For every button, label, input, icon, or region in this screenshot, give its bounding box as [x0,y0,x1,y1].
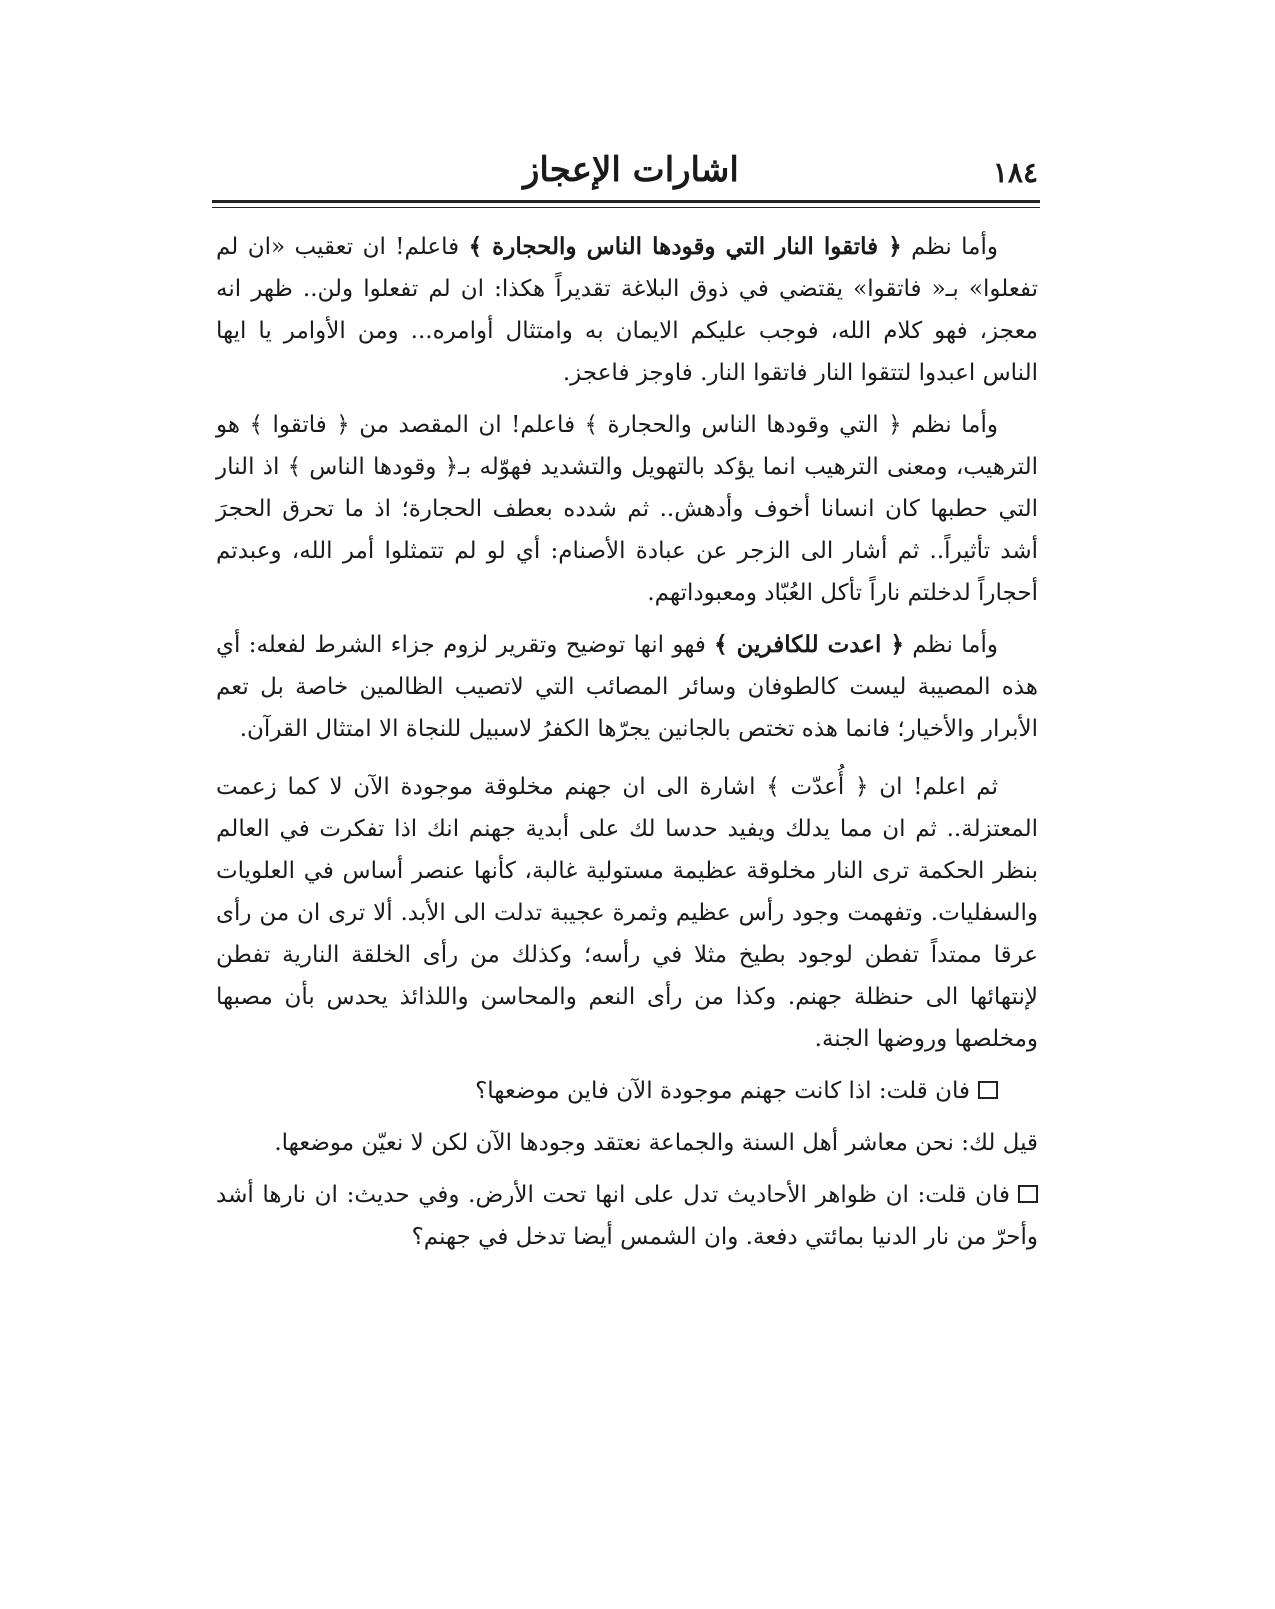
question-1-text: فان قلت: اذا كانت جهنم موجودة الآن فاين موضعها؟ [475,1078,970,1104]
paragraph-2: وأما نظم ﴿ التي وقودها الناس والحجارة ﴾ فاعلم! ان المقصد من ﴿ فاتقوا ﴾ هو الترهيب، ومعنى الترهيب انما يؤكد بالتهويل والتشديد فهوّله بـ﴿ وقودها الناس ﴾ اذ النار التي حطبها كان انسانا أخوف وأدهش.. ثم شدده بعطف الحجارة؛ اذ ما تحرق الحجرَ أشد تأثيراً.. ثم أشار الى الزجر عن عبادة الأصنام: أي لو لم تتمثلوا أمر الله، وعبدتم أحجاراً لدخلتم ناراً تأكل العُبّاد ومعبوداتهم. [216,412,1038,606]
quran-verse-3: ﴿ اعدت للكافرين ﴾ [714,631,904,658]
body-text [216,226,1038,1268]
paragraph-3-intro: وأما نظم [912,632,998,658]
question-1 [216,1070,1038,1112]
quran-verse-1: ﴿ فاتقوا النار التي وقودها الناس والحجارة ﴾ [468,233,902,260]
paragraph-1 [216,226,1038,394]
page-header [218,150,1038,194]
header-rule-thin [212,207,1040,208]
answer-1: قيل لك: نحن معاشر أهل السنة والجماعة نعتقد وجودها الآن لكن لا نعيّن موضعها. [274,1130,1038,1156]
paragraph-3 [216,624,1038,750]
paragraph-4: ثم اعلم! ان ﴿ أُعدّت ﴾ اشارة الى ان جهنم مخلوقة موجودة الآن لا كما زعمت المعتزلة.. ثم ان مما يدلك ويفيد حدسا لك على أبدية جهنم انك اذا تفكرت في العالم بنظر الحكمة ترى النار مخلوقة عظيمة مستولية غالبة، كأنها عنصر أساس في العلويات والسفليات. وتفهمت وجود رأس عظيم وثمرة عجيبة تدلت الى الأبد. ألا ترى ان من رأى عرقا ممتداً تفطن لوجود بطيخ مثلا في رأسه؛ وكذلك من رأى الخلقة النارية تفطن لإنتهائها الى حنظلة جهنم. وكذا من رأى النعم والمحاسن واللذائذ يحدس بأن مصبها ومخلصها وروضها الجنة. [216,774,1038,1052]
running-title: اشارات الإعجاز [523,150,739,190]
header-rule-thick [212,200,1040,203]
question-2 [216,1174,1038,1258]
square-bullet-icon [1018,1185,1038,1203]
paragraph-1-rest: فاعلم! ان تعقيب «ان لم تفعلوا» بـ« فاتقوا» يقتضي في ذوق البلاغة تقديراً هكذا: ان لم تفعلوا ولن.. ظهر انه معجز، فهو كلام الله، فوجب عليكم الايمان به وامتثال أوامره... ومن الأوامر يا ايها الناس اعبدوا لتتقوا النار فاتقوا النار. فاوجز فاعجز. [216,234,1038,386]
square-bullet-icon [978,1081,998,1099]
page-number: ١٨٤ [992,156,1038,189]
paragraph-1-intro: وأما نظم [911,234,998,260]
question-2-text: فان قلت: ان ظواهر الأحاديث تدل على انها تحت الأرض. وفي حديث: ان نارها أشد وأحرّ من نار الدنيا بمائتي دفعة. وان الشمس أيضا تدخل في جهنم؟ [216,1182,1038,1250]
paragraph-3-rest: فهو انها توضيح وتقرير لزوم جزاء الشرط لفعله: أي هذه المصيبة ليست كالطوفان وسائر المصائب التي لاتصيب الظالمين خاصة بل تعم الأبرار والأخيار؛ فانما هذه تختص بالجانين يجرّها الكفرُ لاسبيل للنجاة الا امتثال القرآن. [216,632,1038,742]
